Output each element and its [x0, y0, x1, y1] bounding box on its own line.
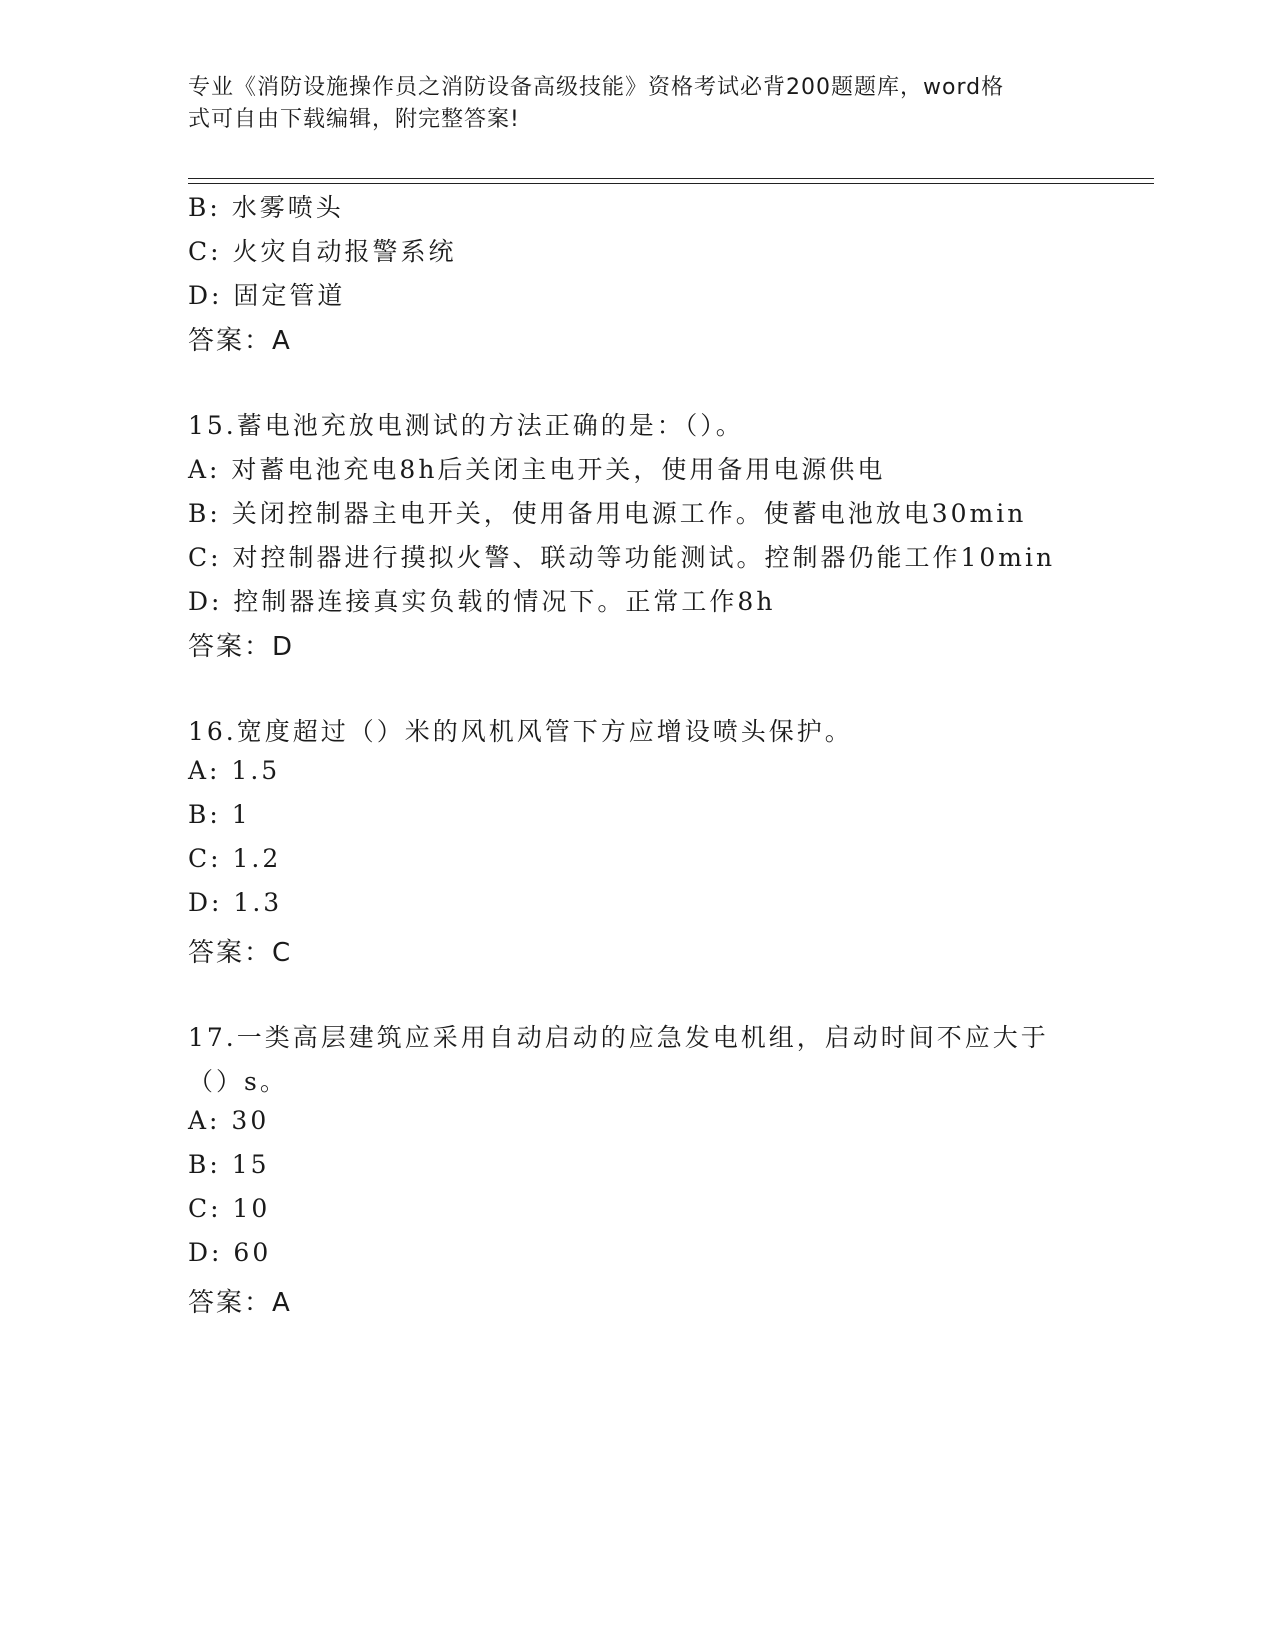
- q17-option-a: A: 30: [188, 1106, 270, 1135]
- q16-answer: 答案：C: [188, 938, 293, 968]
- q16-option-a: A: 1.5: [188, 756, 281, 785]
- q17-option-b: B: 15: [188, 1150, 270, 1179]
- q14-option-d: D: 固定管道: [188, 281, 346, 310]
- q14-answer: 答案：A: [188, 326, 292, 356]
- q14-option-b: B: 水雾喷头: [188, 193, 344, 222]
- q16-option-b: B: 1: [188, 800, 251, 829]
- header-title-line-1: 专业《消防设施操作员之消防设备高级技能》资格考试必背200题题库，word格: [188, 75, 1005, 100]
- header-title-line-2: 式可自由下载编辑，附完整答案!: [188, 107, 520, 132]
- q16-option-d: D: 1.3: [188, 888, 283, 917]
- q15-option-c: C: 对控制器进行摸拟火警、联动等功能测试。控制器仍能工作10min: [188, 543, 1056, 572]
- q15-option-b: B: 关闭控制器主电开关，使用备用电源工作。使蓄电池放电30min: [188, 499, 1027, 528]
- q16-question: 16.宽度超过（）米的风机风管下方应增设喷头保护。: [188, 717, 853, 746]
- q15-option-a: A: 对蓄电池充电8h后关闭主电开关，使用备用电源供电: [188, 455, 886, 484]
- q17-question-line-1: 17.一类高层建筑应采用自动启动的应急发电机组，启动时间不应大于: [188, 1023, 1049, 1052]
- header-divider-top: [188, 178, 1154, 179]
- q15-answer: 答案：D: [188, 632, 295, 662]
- q14-option-c: C: 火灾自动报警系统: [188, 237, 457, 266]
- q17-option-c: C: 10: [188, 1194, 271, 1223]
- q15-question: 15.蓄电池充放电测试的方法正确的是：（）。: [188, 411, 744, 440]
- q17-question-line-2: （）s。: [188, 1067, 288, 1096]
- q16-option-c: C: 1.2: [188, 844, 282, 873]
- q15-option-d: D: 控制器连接真实负载的情况下。正常工作8h: [188, 587, 776, 616]
- document-header: [188, 72, 1068, 136]
- header-divider-bottom: [188, 183, 1154, 184]
- q17-option-d: D: 60: [188, 1238, 272, 1267]
- q17-answer: 答案：A: [188, 1288, 292, 1318]
